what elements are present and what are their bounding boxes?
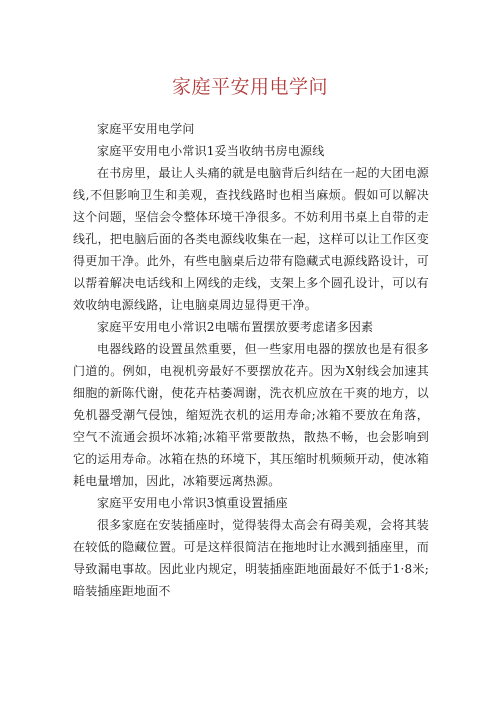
section-paragraph: 在书房里，最让人头痛的就是电脑背后纠结在一起的大团电源线,不但影响卫生和美观，查找线路时也相当麻烦。假如可以解决这个问题，坚信会令整体环境干净很多。不妨利用书桌上自带的走线孔，把电脑后面的各类电源线收集在一起，这样可以让工作区变得更加干净。此外，有些电脑桌后边带有隐藏式电源线路设计，可以帮着解决电话线和上网线的走线，支架上多个圆孔设计，可以有效收纳电源线路，让电脑桌周边显得更干净。 — [73, 166, 429, 312]
document-subtitle: 家庭平安用电学问 — [97, 122, 195, 136]
section-paragraph: 电器线路的设置虽然重要，但一些家用电器的摆放也是有很多门道的。例如，电视机旁最好不要摆放花卉。因为X射线会加速其细胞的新陈代谢，使花卉枯萎凋谢，洗衣机应放在干爽的地方，以免机器受潮气侵蚀，缩短洗衣机的运用寿命;冰箱不要放在角落，空气不流通会损坏冰箱;冰箱平常要散热，散热不畅，也会影响到它的运用寿命。冰箱在热的环境下，其压缩时机频频开动，使冰箱耗电量增加，因此，冰箱要远离热源。 — [73, 342, 429, 488]
document-body — [73, 118, 429, 602]
section-heading: 家庭平安用电小常识1妥当收纳书房电源线 — [97, 144, 325, 158]
section-paragraph: 很多家庭在安装插座时，觉得装得太高会有碍美观，会将其装在较低的隐藏位置。可是这样很简洁在拖地时让水溅到插座里，而导致漏电事故。因此业内规定，明装插座距地面最好不低于1·8米;暗装插座距地面不 — [73, 518, 429, 598]
document-title: 家庭平安用电学问 — [171, 76, 328, 98]
section-heading: 家庭平安用电小常识2电嚅布置摆放要考虑诸多因素 — [97, 320, 374, 334]
section-heading: 家庭平安用电小常识3慎重设置插座 — [97, 496, 288, 510]
